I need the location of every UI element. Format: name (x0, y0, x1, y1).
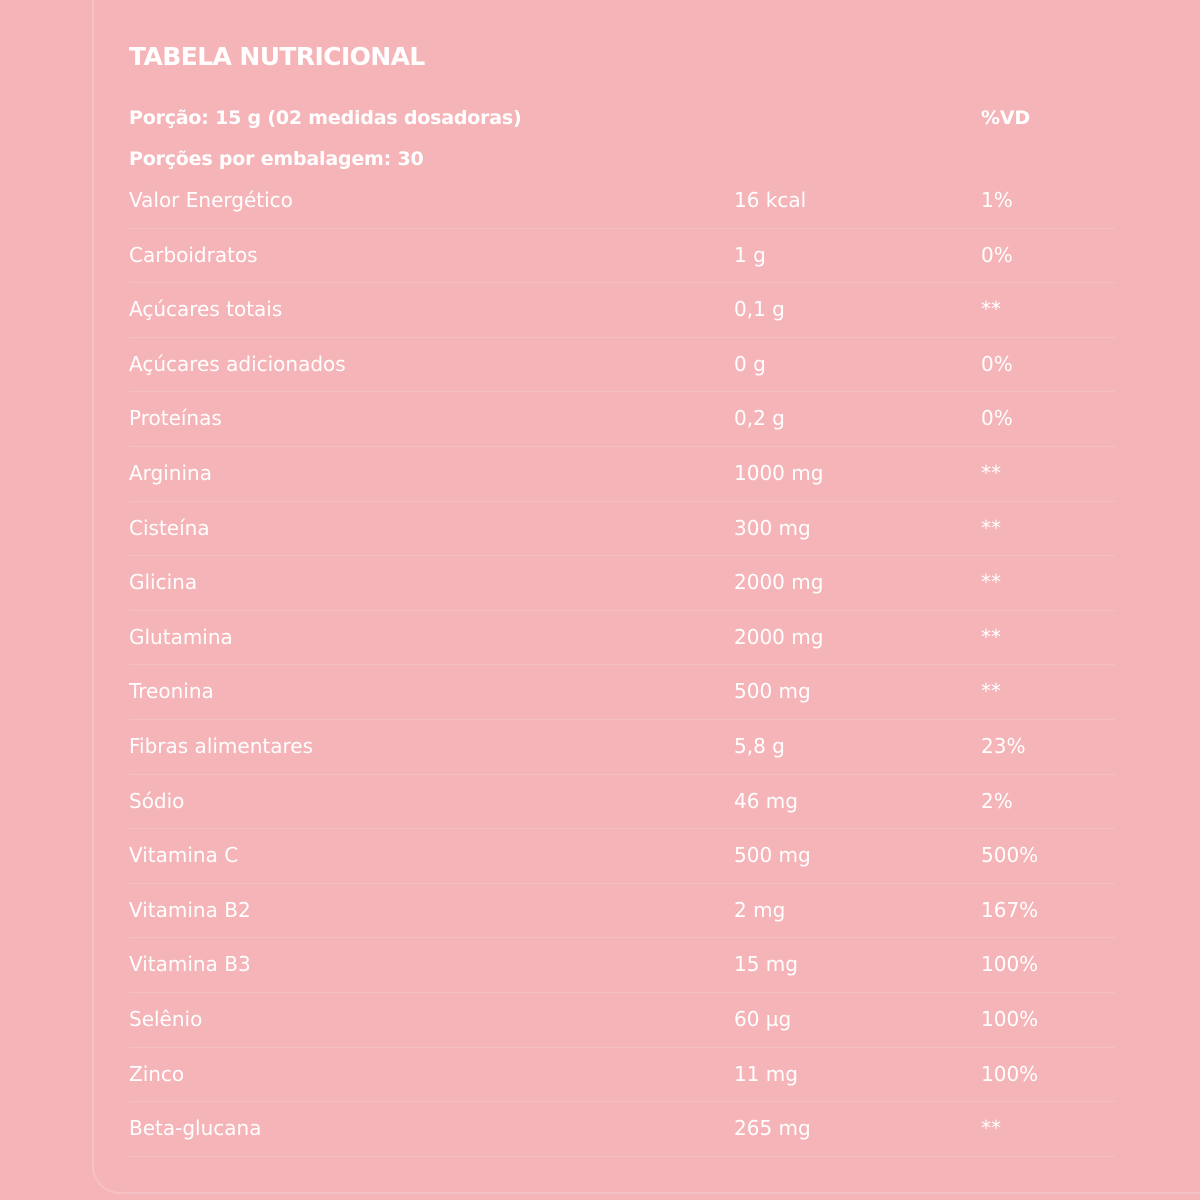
nutrient-vd: ** (981, 460, 1001, 485)
nutrient-amount: 500 mg (734, 843, 811, 868)
table-row (129, 229, 1115, 284)
table-row (129, 938, 1115, 993)
nutrient-vd: ** (981, 624, 1001, 649)
table-row (129, 775, 1115, 830)
table-row (129, 993, 1115, 1048)
table-row (129, 611, 1115, 666)
nutrient-amount: 300 mg (734, 515, 811, 540)
nutrient-vd: 2% (981, 788, 1013, 813)
table-row (129, 829, 1115, 884)
nutrient-amount: 2000 mg (734, 570, 824, 595)
nutrient-vd: ** (981, 297, 1001, 322)
nutrient-name: Glutamina (129, 624, 233, 649)
table-row (129, 1048, 1115, 1103)
table-row (129, 884, 1115, 939)
nutrient-name: Vitamina B3 (129, 952, 251, 977)
table-row (129, 720, 1115, 775)
nutrient-amount: 11 mg (734, 1061, 798, 1086)
table-row (129, 665, 1115, 720)
nutrient-amount: 1000 mg (734, 460, 824, 485)
nutrient-amount: 0,2 g (734, 406, 785, 431)
nutrient-amount: 16 kcal (734, 188, 807, 212)
nutrient-name: Zinco (129, 1061, 185, 1086)
table-row (129, 447, 1115, 502)
servings-label: Porções por embalagem: 30 (129, 148, 424, 170)
nutrient-amount: 0,1 g (734, 297, 785, 322)
nutrient-vd: 100% (981, 1061, 1039, 1086)
table-row (129, 174, 1115, 229)
nutrient-vd: ** (981, 515, 1001, 540)
nutrient-amount: 1 g (734, 242, 766, 267)
nutrient-name: Vitamina B2 (129, 897, 251, 922)
nutrient-name: Selênio (129, 1006, 203, 1031)
nutrient-name: Fibras alimentares (129, 733, 313, 758)
nutrient-amount: 2000 mg (734, 624, 824, 649)
nutrient-name: Valor Energético (129, 188, 293, 212)
nutrient-amount: 5,8 g (734, 733, 785, 758)
portion-label: Porção: 15 g (02 medidas dosadoras) (129, 107, 522, 129)
nutrition-table (129, 174, 1115, 1157)
nutrient-name: Açúcares totais (129, 297, 283, 322)
table-row (129, 556, 1115, 611)
nutrient-name: Carboidratos (129, 242, 258, 267)
nutrient-name: Vitamina C (129, 843, 239, 868)
nutrient-name: Cisteína (129, 515, 210, 540)
nutrient-vd: 500% (981, 843, 1039, 868)
nutrient-name: Açúcares adicionados (129, 351, 346, 376)
nutrient-amount: 60 µg (734, 1006, 792, 1031)
nutrient-amount: 0 g (734, 351, 766, 376)
nutrient-amount: 265 mg (734, 1116, 811, 1141)
nutrient-name: Proteínas (129, 406, 222, 431)
nutrient-amount: 15 mg (734, 952, 798, 977)
nutrient-name: Arginina (129, 460, 212, 485)
nutrient-vd: 0% (981, 406, 1013, 431)
nutrient-vd: 0% (981, 242, 1013, 267)
vd-column-header: %VD (981, 107, 1030, 129)
nutrient-vd: ** (981, 570, 1001, 595)
table-row (129, 338, 1115, 393)
nutrient-vd: 23% (981, 733, 1026, 758)
nutrient-amount: 500 mg (734, 679, 811, 704)
nutrient-vd: 167% (981, 897, 1039, 922)
nutrient-name: Treonina (129, 679, 214, 704)
table-row (129, 392, 1115, 447)
nutrient-vd: ** (981, 679, 1001, 704)
nutrient-name: Glicina (129, 570, 198, 595)
nutrient-vd: 1% (981, 188, 1013, 212)
page-title: TABELA NUTRICIONAL (129, 42, 425, 71)
nutrient-vd: ** (981, 1116, 1001, 1141)
nutrient-amount: 46 mg (734, 788, 798, 813)
nutrient-vd: 100% (981, 952, 1039, 977)
table-row (129, 1102, 1115, 1157)
nutrient-name: Beta-glucana (129, 1116, 262, 1141)
nutrient-vd: 100% (981, 1006, 1039, 1031)
nutrient-amount: 2 mg (734, 897, 786, 922)
table-row (129, 502, 1115, 557)
table-row (129, 283, 1115, 338)
nutrient-name: Sódio (129, 788, 185, 813)
nutrient-vd: 0% (981, 351, 1013, 376)
